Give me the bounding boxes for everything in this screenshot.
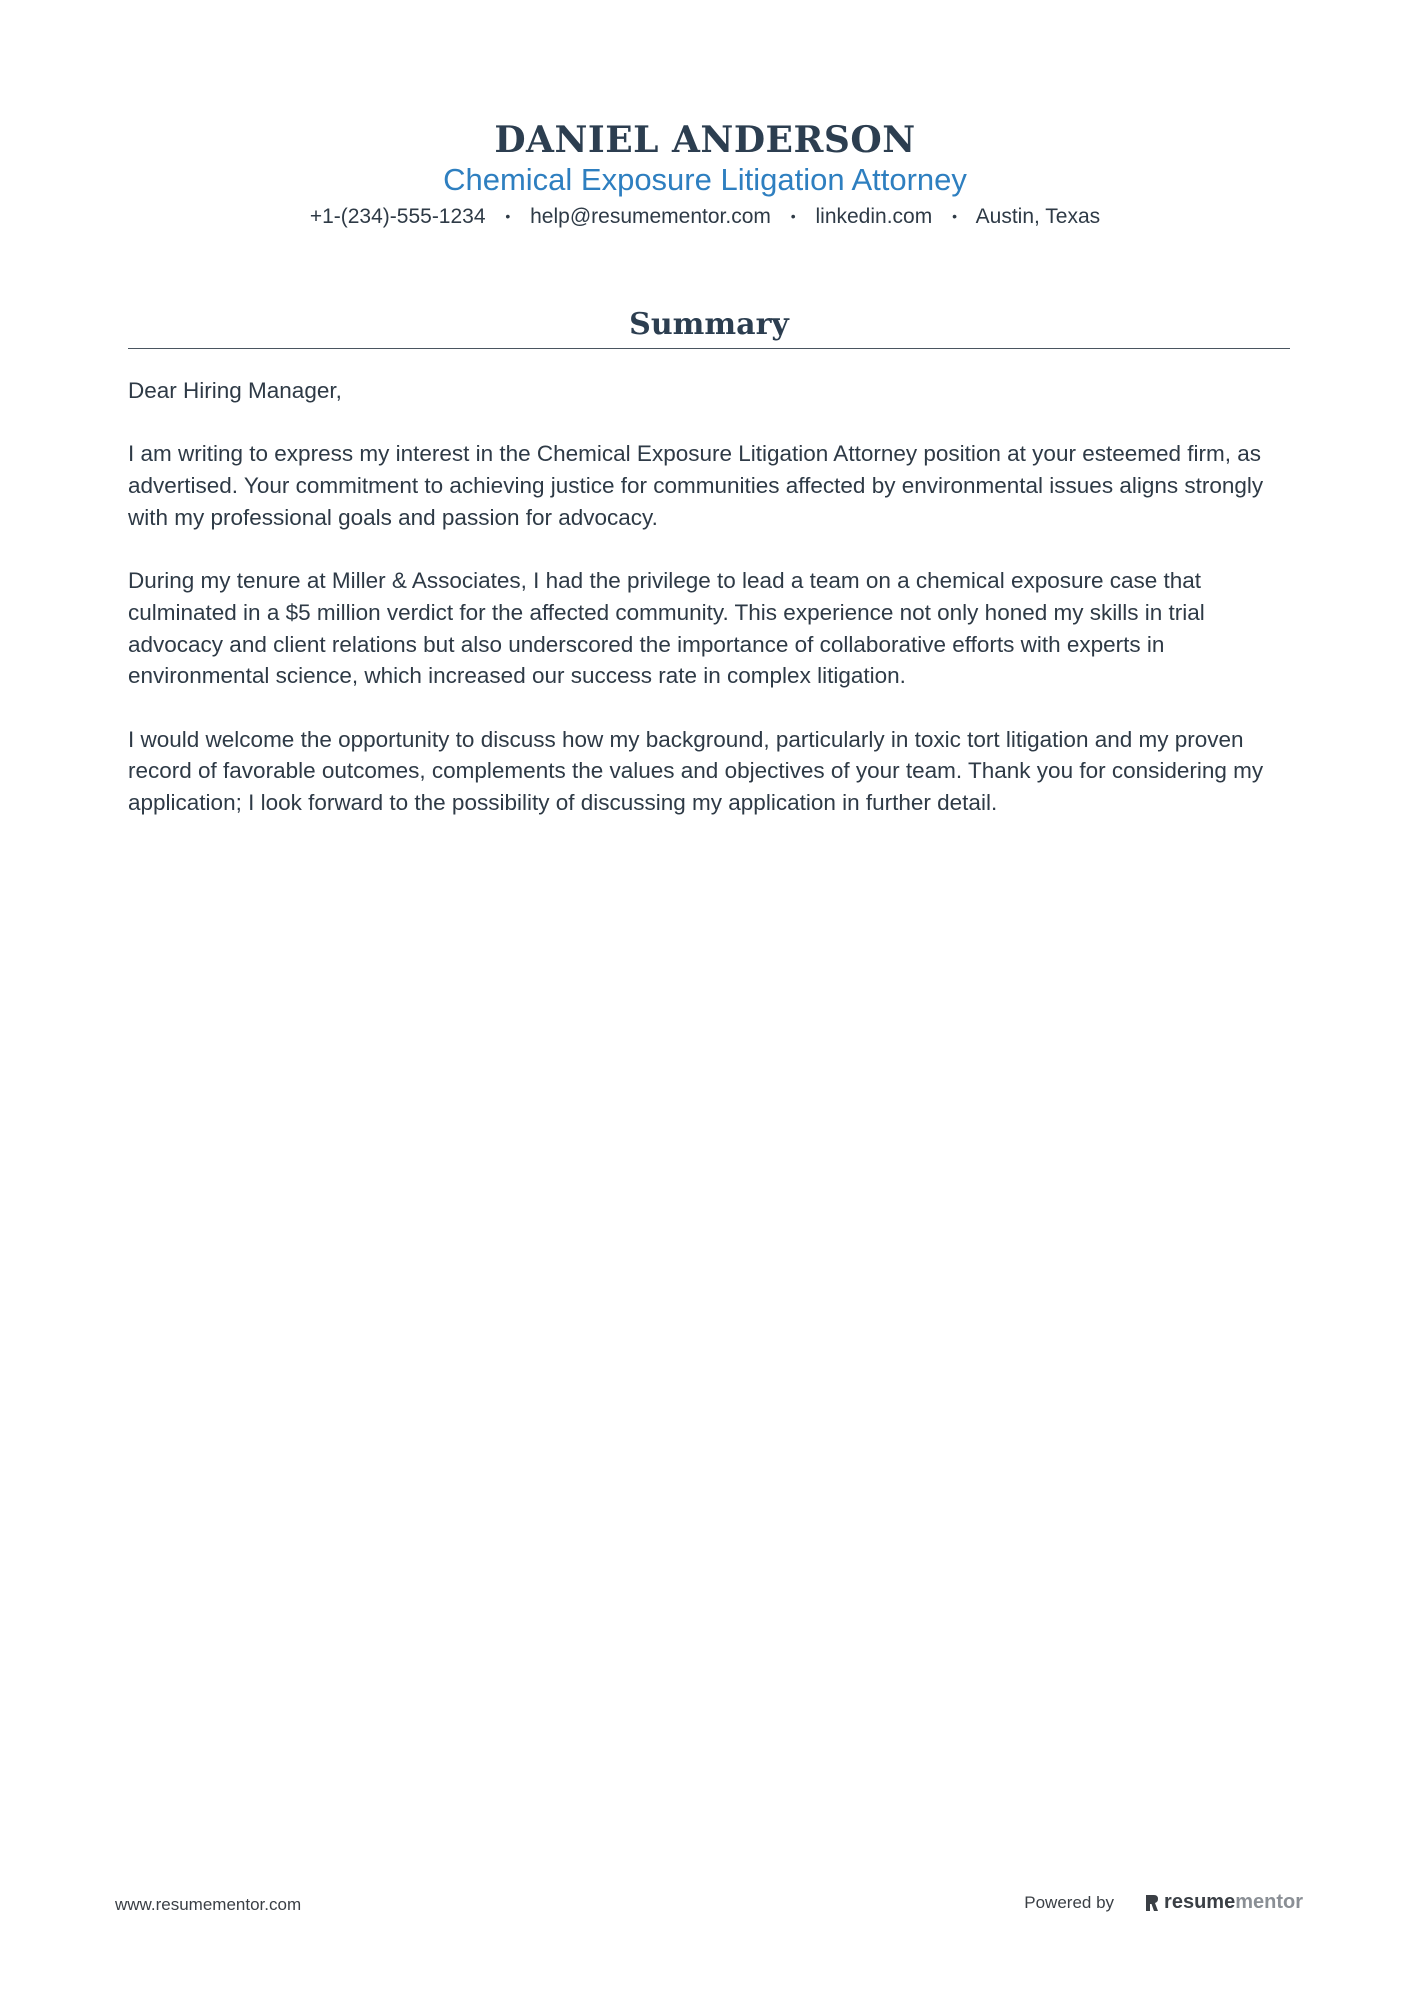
letter-body (128, 375, 1290, 819)
section-title: Summary (629, 307, 789, 342)
letter-greeting: Dear Hiring Manager, (128, 378, 342, 403)
letter-paragraph: During my tenure at Miller & Associates, I had the privilege to lead a team on a chemical exposure case that culminated in a $5 million verdict for the affected community. This experience not only honed my skills in trial advocacy and client relations but also underscored the importance of collaborative efforts with experts in environmental science, which increased our success rate in complex litigation. (128, 568, 1205, 689)
contact-phone: +1-(234)-555-1234 (309, 205, 486, 228)
separator-dot: • (505, 208, 511, 224)
resumementor-logo-icon (1144, 1893, 1160, 1913)
letter-paragraph: I would welcome the opportunity to discuss how my background, particularly in toxic tort litigation and my proven record of favorable outcomes, complements the values and objectives of your team. Thank you for considering my application; I look forward to the possibility of discussing my application in further detail. (128, 726, 1264, 816)
brand-logo (1144, 1891, 1303, 1914)
section-divider (128, 348, 1290, 349)
powered-by-label: Powered by (1024, 1892, 1115, 1912)
contact-email: help@resumementor.com (530, 205, 771, 228)
footer-branding (1024, 1891, 1303, 1914)
contact-line (0, 202, 1410, 231)
contact-location: Austin, Texas (975, 205, 1101, 228)
contact-linkedin: linkedin.com (815, 205, 933, 228)
separator-dot: • (952, 208, 957, 224)
header (0, 118, 1410, 231)
brand-name-light: mentor (1235, 1891, 1303, 1913)
summary-section (128, 306, 1290, 850)
footer-website: www.resumementor.com (115, 1895, 302, 1914)
separator-dot: • (790, 208, 796, 224)
candidate-name: DANIEL ANDERSON (494, 119, 916, 161)
brand-name-bold: resume (1164, 1891, 1236, 1913)
job-title: Chemical Exposure Litigation Attorney (443, 162, 967, 197)
letter-paragraph: I am writing to express my interest in the Chemical Exposure Litigation Attorney position at your esteemed firm, as advertised. Your commitment to achieving justice for communities affected by environmental issues aligns strongly with my professional goals and passion for advocacy. (128, 441, 1264, 530)
